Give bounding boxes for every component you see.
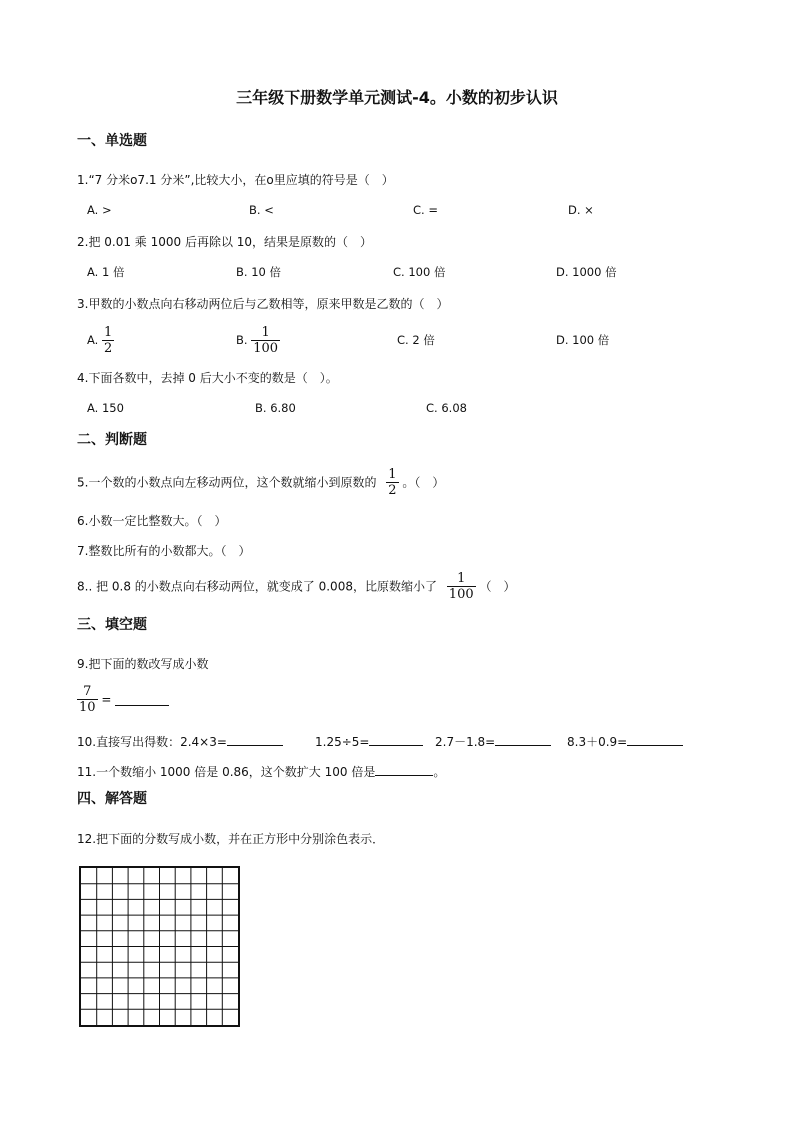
- q1-option-d[interactable]: D. ×: [568, 203, 594, 217]
- question-4: 4.下面各数中，去掉 0 后大小不变的数是（ ）。: [77, 371, 338, 385]
- fraction-numerator: 1: [103, 325, 113, 340]
- question-10-blank-3[interactable]: [495, 733, 551, 746]
- q2-option-d[interactable]: D. 1000 倍: [556, 265, 617, 279]
- q3-option-d[interactable]: D. 100 倍: [556, 333, 610, 347]
- q3-option-a[interactable]: [87, 326, 114, 355]
- question-9-expression: [77, 685, 169, 714]
- question-6: 6.小数一定比整数大。（ ）: [77, 514, 227, 528]
- question-5-answer-paren[interactable]: 。（ ）: [402, 475, 445, 490]
- question-10-prefix: 10.直接写出得数：: [77, 735, 181, 749]
- question-8-answer-paren[interactable]: （ ）: [479, 579, 516, 594]
- q1-option-a[interactable]: A. >: [87, 203, 112, 217]
- question-10-item-2: 1.25÷5=: [315, 735, 370, 749]
- q2-option-b[interactable]: B. 10 倍: [236, 265, 281, 279]
- fraction-numerator: 7: [83, 684, 92, 699]
- page-title: 三年级下册数学单元测试-4。小数的初步认识: [236, 88, 558, 107]
- question-7: 7.整数比所有的小数都大。（ ）: [77, 544, 251, 558]
- question-5-fraction: [386, 468, 398, 497]
- q2-option-a[interactable]: A. 1 倍: [87, 265, 125, 279]
- question-11: [77, 763, 445, 778]
- q3-option-b-fraction: [251, 326, 280, 355]
- question-10-part-3: [435, 733, 551, 748]
- section-heading-single-choice: 一、单选题: [77, 133, 147, 149]
- question-9: 9.把下面的数改写成小数: [77, 657, 209, 671]
- question-11-end: 。: [433, 765, 446, 779]
- section-heading-true-false: 二、判断题: [77, 432, 147, 448]
- question-10-item-1: 2.4×3=: [180, 735, 227, 749]
- question-9-equals: =: [101, 692, 112, 707]
- question-8-text: 8.. 把 0.8 的小数点向右移动两位，就变成了 0.008，比原数缩小了: [77, 579, 437, 594]
- fraction-numerator: 1: [261, 325, 270, 340]
- fraction-denominator: 100: [253, 341, 279, 356]
- question-1: 1.“7 分米o7.1 分米”,比较大小，在o里应填的符号是（ ）: [77, 173, 394, 187]
- question-10: [77, 733, 283, 748]
- question-10-blank-1[interactable]: [227, 733, 283, 746]
- question-9-answer-blank[interactable]: [115, 693, 169, 706]
- fraction-denominator: 10: [79, 700, 96, 715]
- fraction-numerator: 1: [457, 571, 466, 586]
- question-10-part-2: [315, 733, 423, 748]
- question-8-fraction: [447, 572, 476, 601]
- q1-option-c[interactable]: C. =: [413, 203, 438, 217]
- grid-lines: [81, 868, 238, 1025]
- question-10-item-4: 8.3＋0.9=: [567, 735, 628, 749]
- fraction-denominator: 100: [448, 587, 474, 602]
- question-10-blank-4[interactable]: [627, 733, 683, 746]
- question-10-item-3: 2.7－1.8=: [435, 735, 496, 749]
- question-8: [77, 572, 515, 601]
- q4-option-c[interactable]: C. 6.08: [426, 401, 467, 415]
- question-3: 3.甲数的小数点向右移动两位后与乙数相等，原来甲数是乙数的（ ）: [77, 297, 449, 311]
- question-10-blank-2[interactable]: [369, 733, 423, 746]
- q3-option-b-label: B.: [236, 332, 248, 347]
- fraction-denominator: 2: [388, 483, 397, 498]
- question-12: 12.把下面的分数写成小数，并在正方形中分别涂色表示．: [77, 832, 385, 846]
- section-heading-fill-blank: 三、填空题: [77, 617, 147, 633]
- q3-option-a-fraction: [102, 326, 114, 355]
- question-10-part-4: [567, 733, 683, 748]
- q2-option-c[interactable]: C. 100 倍: [393, 265, 446, 279]
- question-11-text: 11.一个数缩小 1000 倍是 0.86，这个数扩大 100 倍是: [77, 765, 376, 779]
- q4-option-a[interactable]: A. 150: [87, 401, 124, 415]
- question-5: [77, 468, 444, 497]
- question-11-answer-blank[interactable]: [375, 763, 433, 776]
- hundred-square-grid[interactable]: [79, 866, 240, 1027]
- fraction-numerator: 1: [388, 467, 397, 482]
- q3-option-b[interactable]: [236, 326, 280, 355]
- q3-option-a-label: A.: [87, 332, 99, 347]
- q4-option-b[interactable]: B. 6.80: [255, 401, 296, 415]
- section-heading-solve: 四、解答题: [77, 791, 147, 807]
- fraction-denominator: 2: [103, 341, 113, 356]
- q1-option-b[interactable]: B. <: [249, 203, 274, 217]
- question-5-text: 5.一个数的小数点向左移动两位，这个数就缩小到原数的: [77, 475, 377, 490]
- q3-option-c[interactable]: C. 2 倍: [397, 333, 435, 347]
- question-9-fraction: [77, 685, 98, 714]
- question-2: 2.把 0.01 乘 1000 后再除以 10，结果是原数的（ ）: [77, 235, 373, 249]
